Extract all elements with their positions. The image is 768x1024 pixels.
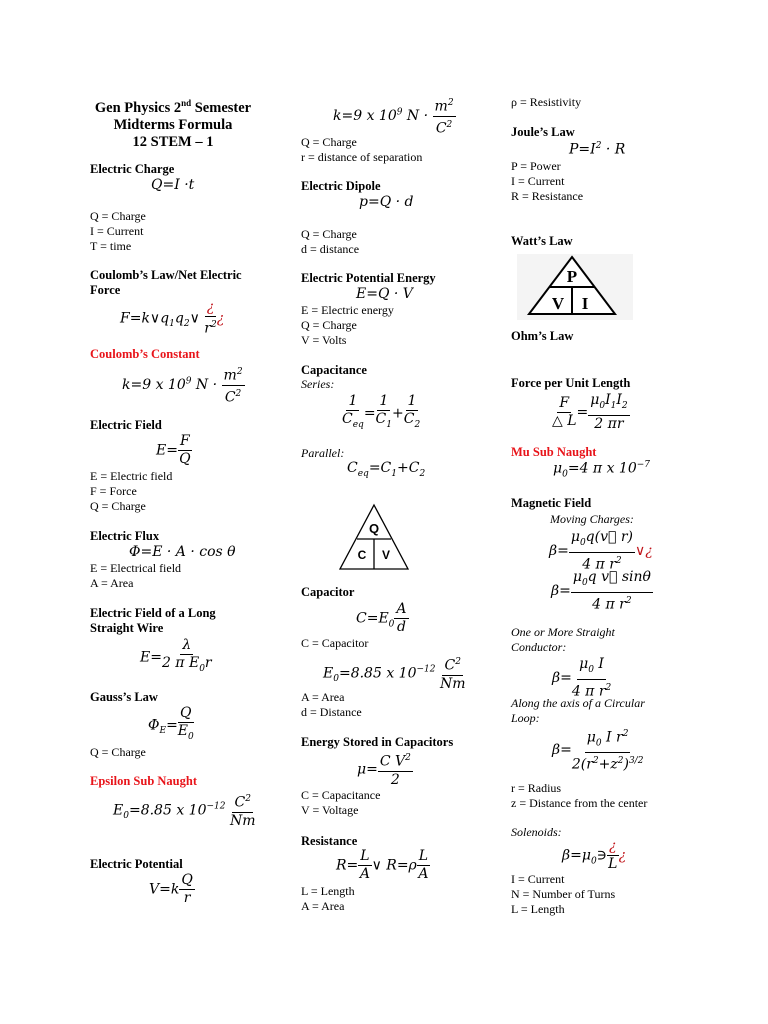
triangle-i: I xyxy=(581,294,589,313)
heading-epsilon-sub-naught: Epsilon Sub Naught xyxy=(90,774,198,788)
heading-long-wire: Electric Field of a Long Straight Wire xyxy=(90,606,216,635)
heading-joule-law: Joule’s Law xyxy=(511,125,575,139)
heading-watt-law: Watt’s Law xyxy=(511,234,573,248)
def-resistivity: ρ = Resistivity xyxy=(511,95,582,109)
pvi-triangle-diagram xyxy=(517,254,633,320)
eq-capacitor: $C=E_0$ $\frac{A}{d}$ xyxy=(356,601,407,635)
label-series: Series: xyxy=(301,377,335,391)
eq-force-per-length: $\frac{F}{\triangle L}$ = $\frac{\mu_0I_1I_2}{2 \pi r}$ xyxy=(552,392,628,432)
eq-epsilon-sub-naught: $E_0=8.85$ x $10^{-12}$ $\frac{C^2}{Nm}$ xyxy=(113,791,255,830)
label-circular-loop: Along the axis of a Circular Loop: xyxy=(511,696,645,725)
heading-capacitor: Capacitor xyxy=(301,585,355,599)
heading-energy-stored: Energy Stored in Capacitors xyxy=(301,735,454,749)
eq-coulomb-constant: k=9 x $10^9$ N · $\frac{m^2}{C^2}$ xyxy=(122,364,245,406)
heading-coulomb-law: Coulomb’s Law/Net Electric Force xyxy=(90,268,242,297)
eq-energy-stored: μ= $\frac{C V^2}{2}$ xyxy=(357,750,413,789)
label-parallel: Parallel: xyxy=(301,446,345,460)
eq-electric-field: E= $\frac{F}{Q}$ xyxy=(156,433,191,467)
eq-joule-law: $P=I^2 \cdot R$ xyxy=(569,141,626,158)
page-title: Gen Physics 2nd Semester Midterms Formula 12 STEM – 1 xyxy=(94,98,252,150)
triangle-c: C xyxy=(357,548,367,562)
heading-gauss-law: Gauss’s Law xyxy=(90,690,158,704)
triangle-q: Q xyxy=(368,521,380,536)
eq-mu-sub-naught: $\mu_0=4$ π x $10^{-7}$ xyxy=(553,460,651,480)
heading-electric-dipole: Electric Dipole xyxy=(301,179,381,193)
defs-electric-charge: Q = Charge I = Current T = time xyxy=(90,209,146,253)
defs-joule-law: P = Power I = Current R = Resistance xyxy=(511,159,584,203)
eq-potential-energy: E=Q · V xyxy=(356,286,413,302)
heading-coulomb-constant: Coulomb’s Constant xyxy=(90,347,200,361)
eq-straight-conductor: β= $\frac{\mu_0 I}{4 \pi r^2}$ xyxy=(552,656,612,700)
defs-capacitor-area: A = Area d = Distance xyxy=(301,690,362,719)
eq-electric-charge: Q=I ·t xyxy=(151,177,195,193)
triangle-v: V xyxy=(381,548,391,562)
defs-circular-loop: r = Radius z = Distance from the center xyxy=(511,781,648,810)
eq-long-wire: E= $\frac{\lambda}{2 \pi E_0r}$ xyxy=(140,637,212,674)
defs-gauss-law: Q = Charge xyxy=(90,745,146,759)
defs-electric-flux: E = Electrical field A = Area xyxy=(90,561,182,590)
eq-coulomb-law: $F=k\vee q_1q_2\vee$ $\frac{¿}{r^2}$ ¿ xyxy=(120,299,225,337)
heading-electric-charge: Electric Charge xyxy=(90,162,175,176)
label-solenoids: Solenoids: xyxy=(511,825,562,839)
eq-epsilon-capacitor: $E_0=8.85$ x $10^{-12}$ $\frac{C^2}{Nm}$ xyxy=(323,654,465,693)
heading-capacitance: Capacitance xyxy=(301,363,367,377)
heading-electric-potential: Electric Potential xyxy=(90,857,183,871)
triangle-p: P xyxy=(566,267,578,286)
eq-coulomb-constant-top: k=9 x $10^9$ N · $\frac{m^2}{C^2}$ xyxy=(333,95,456,137)
defs-electric-field: E = Electric field F = Force Q = Charge xyxy=(90,469,173,513)
heading-magnetic-field: Magnetic Field xyxy=(511,496,592,510)
defs-electric-dipole: Q = Charge d = distance xyxy=(301,227,360,256)
eq-circular-loop: β= $\frac{\mu_0 I r^2}{2(r^2+z^2)^{3/2}}$ xyxy=(552,726,643,774)
label-straight-conductor: One or More Straight Conductor: xyxy=(511,625,615,654)
defs-resistance: L = Length A = Area xyxy=(301,884,355,913)
eq-electric-potential: V=k $\frac{Q}{r}$ xyxy=(149,872,193,906)
defs-potential-energy: E = Electric energy Q = Charge V = Volts xyxy=(301,303,394,347)
eq-solenoids: $\beta=\mu_0∋$ $\frac{¿}{L}$ ¿ xyxy=(562,838,627,872)
eq-electric-flux: Φ=E · A · cos θ xyxy=(129,544,236,560)
heading-electric-field: Electric Field xyxy=(90,418,162,432)
eq-gauss-law: $\Phi_E=$ $\frac{Q}{E_0}$ xyxy=(148,705,194,742)
defs-solenoids: I = Current N = Number of Turns L = Length xyxy=(511,872,616,916)
heading-potential-energy: Electric Potential Energy xyxy=(301,271,436,285)
qcv-triangle-diagram xyxy=(338,503,410,571)
eq-electric-dipole: p=Q · d xyxy=(359,194,414,210)
label-moving-charges: Moving Charges: xyxy=(550,512,634,526)
heading-electric-flux: Electric Flux xyxy=(90,529,160,543)
defs-energy-stored: C = Capacitance V = Voltage xyxy=(301,788,381,817)
triangle-v: V xyxy=(551,294,565,313)
eq-moving-charges-2: β= $\frac{\mu_0q v⃗ \sin\theta}{4 \pi r^2}$ xyxy=(551,569,651,613)
heading-ohm-law: Ohm’s Law xyxy=(511,329,574,343)
heading-resistance: Resistance xyxy=(301,834,358,848)
defs-top: Q = Charge r = distance of separation xyxy=(301,135,423,164)
heading-force-per-length: Force per Unit Length xyxy=(511,376,631,390)
eq-moving-charges-1: β= $\frac{\mu_0q(v⃗ r)}{4 \pi r^2}$ ∨¿ xyxy=(549,529,653,573)
eq-capacitance-parallel: $C_{eq}=C_1+C_2$ xyxy=(347,460,426,479)
defs-capacitor: C = Capacitor xyxy=(301,636,369,650)
eq-capacitance-series: $\frac{1}{C_{eq}}$ = $\frac{1}{C_1}$ + $\frac{1}{C_2}$ xyxy=(342,393,421,430)
heading-mu-sub-naught: Mu Sub Naught xyxy=(511,445,597,459)
eq-resistance: R= $\frac{L}{A}$ ∨ R=ρ $\frac{L}{A}$ xyxy=(336,848,429,882)
